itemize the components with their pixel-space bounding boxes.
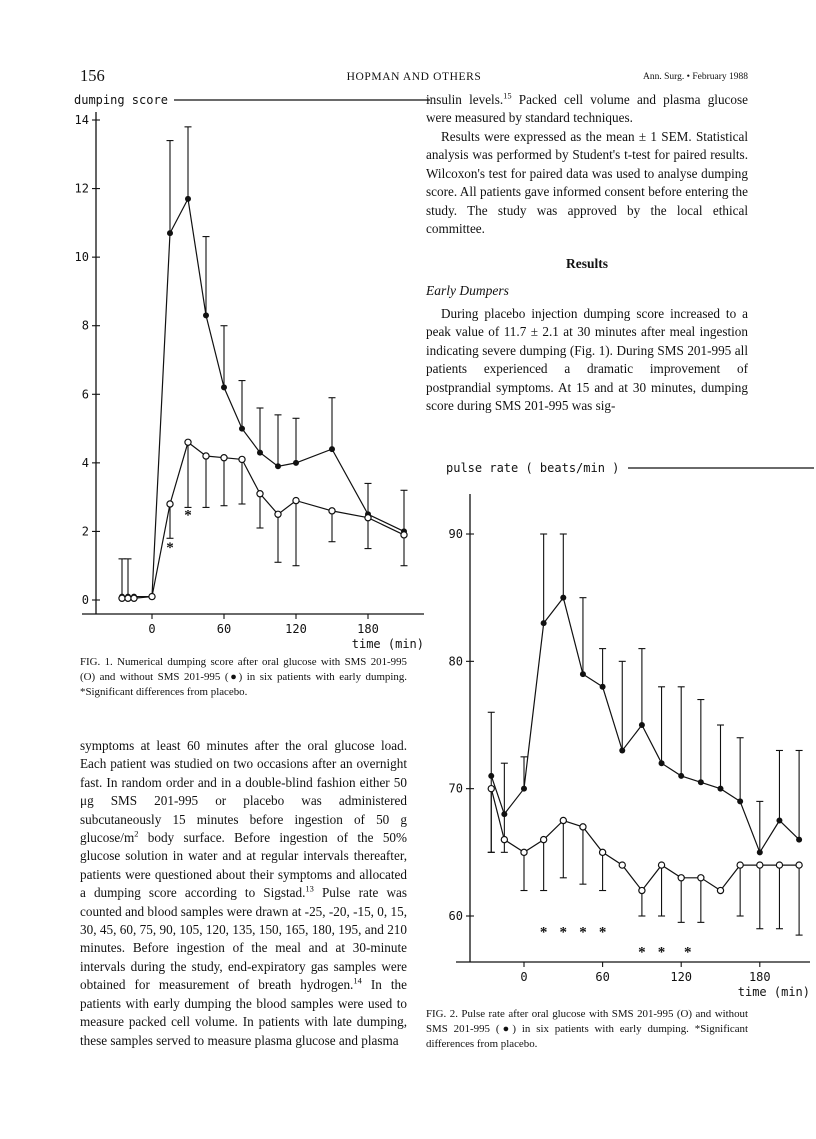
svg-text:14: 14 (74, 113, 89, 128)
right-paragraph1-text-2: Packed cell volume and plasma glucose were measured by standard techniques. (426, 92, 748, 126)
running-head: HOPMAN AND OTHERS (346, 71, 482, 83)
left-paragraph-text-2: body surface. Before ingestion of the 50% glucose solution in water and at regular intervals thereafter, patients were questioned about their symptoms and allocated a dumping score according to Sigstad. (80, 830, 407, 901)
right-column-paragraph-1 (426, 91, 748, 128)
reference-superscript: 14 (353, 975, 362, 986)
left-paragraph-text-1: symptoms at least 60 minutes after the oral glucose load. Each patient was studied on two occasions after an overnight fast. In random order and in a double-blind fashion either 50 μg SMS 201-995 or placebo was administered subcutaneously 15 minutes before ingestion of 50 g glucose/m (80, 738, 407, 846)
svg-text:0: 0 (81, 593, 89, 607)
svg-text:*: * (638, 944, 646, 961)
svg-text:60: 60 (595, 970, 610, 984)
svg-text:6: 6 (81, 387, 89, 402)
left-paragraph-text-4: In the patients with early dumping the blood samples were used to measure packed cell volume. In patients with late dumping, these samples served to measure plasma glucose and plasma (80, 977, 407, 1048)
reference-superscript: 13 (305, 883, 314, 894)
svg-text:dumping score: dumping score (74, 93, 168, 107)
svg-text:10: 10 (74, 250, 89, 265)
figure1-dumping-score-chart (72, 90, 432, 652)
reference-superscript: 15 (503, 90, 512, 101)
svg-text:*: * (166, 539, 174, 556)
right-column-paragraph-3: During placebo injection dumping score increased to a peak value of 11.7 ± 2.1 at 30 minutes after meal ingestion indicating severe dumping (Fig. 1). During SMS 201-995 all patients experienced a dramatic improvement of postprandial symptoms. At 15 and at 30 minutes, dumping score during SMS 201-995 was sig- (426, 306, 748, 414)
svg-text:*: * (559, 924, 568, 941)
svg-text:180: 180 (748, 970, 771, 984)
svg-text:2: 2 (81, 524, 89, 539)
svg-text:*: * (598, 924, 607, 941)
svg-text:0: 0 (520, 970, 528, 984)
svg-text:120: 120 (285, 622, 307, 636)
right-paragraph1-text-1: insulin levels. (426, 92, 504, 107)
svg-text:180: 180 (357, 622, 379, 636)
results-heading: Results (565, 256, 608, 271)
early-dumpers-subheading: Early Dumpers (426, 283, 509, 298)
svg-text:time (min): time (min) (351, 637, 424, 651)
svg-text:4: 4 (81, 455, 89, 470)
left-paragraph-text-3: Pulse rate was counted and blood samples were drawn at -25, -20, -15, 0, 15, 30, 45, 60, 75, 90, 105, 120, 135, 150, 165, 180, 195, and 210 minutes. Before ingestion of the meal and at 30-minute intervals during the study, end-expiratory gas samples were obtained for measurement of breath hydrogen. (80, 885, 407, 993)
svg-text:80: 80 (448, 654, 463, 669)
svg-text:70: 70 (448, 781, 463, 796)
svg-text:*: * (657, 944, 666, 961)
svg-text:*: * (184, 507, 192, 524)
svg-text:12: 12 (74, 181, 89, 196)
journal-ref: Ann. Surg. • February 1988 (642, 72, 748, 82)
svg-text:*: * (684, 944, 692, 961)
reference-superscript: 2 (134, 828, 139, 839)
svg-text:60: 60 (216, 622, 232, 636)
page-number: 156 (80, 66, 105, 85)
svg-text:120: 120 (670, 970, 693, 984)
svg-text:60: 60 (448, 909, 463, 923)
svg-text:90: 90 (448, 527, 463, 542)
svg-text:pulse rate ( beats/min ): pulse rate ( beats/min ) (446, 461, 620, 475)
svg-text:8: 8 (81, 318, 89, 333)
right-column-paragraph-2: Results were expressed as the mean ± 1 SEM. Statistical analysis was performed by Student's t-test for paired results. Wilcoxon's test for paired data was used to analyse dumping score. All patients gave informed consent before entering the study. The study was approved by the local ethical committee. (426, 129, 748, 237)
svg-text:time (min): time (min) (737, 985, 810, 999)
figure2-pulse-rate-chart (444, 456, 816, 1004)
figure2-caption: FIG. 2. Pulse rate after oral glucose with SMS 201-995 (O) and without SMS 201-995 (●) in six patients with early dumping. *Significant differences from placebo. (426, 1008, 748, 1050)
svg-text:0: 0 (148, 622, 156, 636)
svg-text:*: * (579, 924, 587, 941)
left-column-paragraph (80, 737, 407, 1050)
svg-text:*: * (539, 924, 548, 941)
figure1-caption: FIG. 1. Numerical dumping score after oral glucose with SMS 201-995 (O) and without SMS 201-995 (●) in six patients with early dumping. *Significant differences from placebo. (80, 656, 407, 698)
